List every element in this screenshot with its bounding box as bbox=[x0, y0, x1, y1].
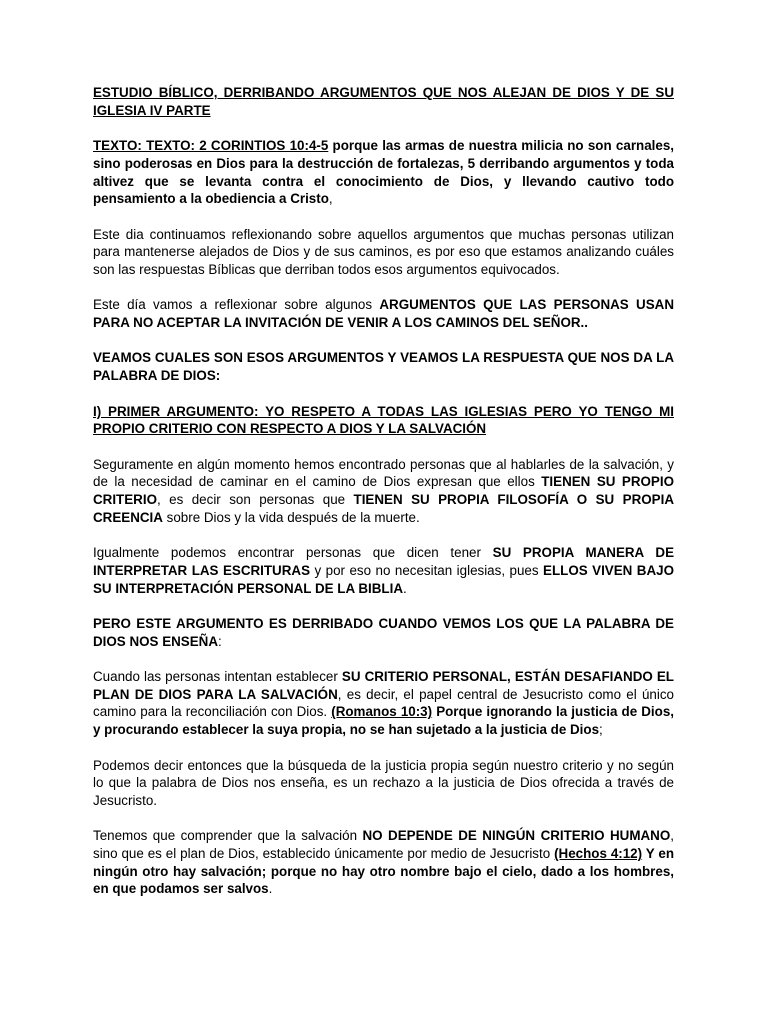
paragraph-romanos bbox=[93, 668, 674, 739]
document-body bbox=[93, 84, 674, 898]
bible-reference: (Romanos 10:3) bbox=[331, 704, 433, 720]
paragraph-criterio bbox=[93, 456, 674, 527]
text-run: ; bbox=[599, 722, 603, 738]
bold-run: SU PROPIA MANERA DE INTERPRETAR LAS ESCRITURAS bbox=[93, 545, 674, 578]
intro-paragraph: Este dia continuamos reflexionando sobre aquellos argumentos que muchas personas utilizan para mantenerse alejados de Dios y de sus caminos, es por eso que estamos analizando cuáles son las respuestas Bíblicas que derriban todos esos argumentos equivocados. bbox=[93, 226, 674, 277]
text-run: , es decir son personas que bbox=[156, 492, 354, 508]
text-run: : bbox=[218, 633, 222, 649]
paragraph-derribado bbox=[93, 615, 674, 650]
title-text: ESTUDIO BÍBLICO, DERRIBANDO ARGUMENTOS QUE NOS ALEJAN DE DIOS Y DE SU IGLESIA IV PARTE bbox=[93, 85, 674, 118]
bold-run: Y en ningún otro hay salvación; porque no hay otro nombre bajo el cielo, dado a los hombres, en que podamos ser salvos bbox=[93, 846, 675, 897]
paragraph-justicia: Podemos decir entonces que la búsqueda de la justicia propia según nuestro criterio y no según lo que la palabra de Dios nos enseña, es un rechazo a la justicia de Dios ofrecida a través de Jesucristo. bbox=[93, 757, 674, 808]
heading-text: I) PRIMER ARGUMENTO: YO RESPETO A TODAS LAS IGLESIAS PERO YO TENGO MI PROPIO CRITERIO CON RESPECTO A DIOS Y LA SALVACIÓN bbox=[93, 403, 674, 437]
document-title bbox=[93, 84, 674, 119]
bold-run: SU CRITERIO PERSONAL, ESTÁN DESAFIANDO EL PLAN DE DIOS PARA LA SALVACIÓN bbox=[93, 669, 674, 702]
bold-run: PERO ESTE ARGUMENTO ES DERRIBADO CUANDO VEMOS LOS QUE LA PALABRA DE DIOS NOS ENSEÑA bbox=[93, 615, 674, 649]
text-run: . bbox=[402, 580, 407, 596]
bold-run: VEAMOS CUALES SON ESOS ARGUMENTOS Y VEAMOS LA RESPUESTA QUE NOS DA LA PALABRA DE DIOS: bbox=[93, 350, 674, 384]
text-run: Cuando las personas intentan establecer bbox=[93, 669, 342, 685]
bold-run: TIENEN SU PROPIO CRITERIO bbox=[93, 474, 674, 508]
paragraph-interpretar bbox=[93, 544, 674, 597]
text-run: sobre Dios y la vida después de la muerte. bbox=[162, 509, 420, 525]
scripture-reference: TEXTO: TEXTO: 2 CORINTIOS 10:4-5 bbox=[93, 138, 329, 154]
text-run: , sino que es el plan de Dios, establecido únicamente por medio de Jesucristo bbox=[93, 828, 674, 862]
paragraph-veamos bbox=[93, 349, 674, 384]
paragraph-reflect bbox=[93, 296, 674, 331]
text-run: , es decir, el papel central de Jesucristo como el único camino para la reconciliación con Dios. bbox=[93, 686, 674, 720]
scripture-end: , bbox=[328, 191, 333, 207]
text-run: y por eso no necesitan iglesias, pues bbox=[310, 562, 544, 578]
paragraph-hechos bbox=[93, 827, 674, 898]
text-run: Seguramente en algún momento hemos encontrado personas que al hablarles de la salvación, y de la necesidad de caminar en el camino de Dios expresan que ellos bbox=[93, 456, 674, 490]
bold-run: TIENEN SU PROPIA FILOSOFÍA O SU PROPIA CREENCIA bbox=[93, 492, 674, 525]
scripture-text: porque las armas de nuestra milicia no son carnales, sino poderosas en Dios para la destrucción de fortalezas, 5 derribando argumentos y toda altivez que se levanta contra el conocimiento de Dios, y llevando cautivo todo pensamiento a la obediencia a Cristo bbox=[93, 138, 674, 207]
bible-reference: (Hechos 4:12) bbox=[554, 846, 643, 862]
scripture-paragraph bbox=[93, 137, 674, 208]
text-run: Tenemos que comprender que la salvación bbox=[93, 828, 363, 844]
bold-run: ARGUMENTOS QUE LAS PERSONAS USAN PARA NO ACEPTAR LA INVITACIÓN DE VENIR A LOS CAMINOS DEL SEÑOR.. bbox=[93, 297, 674, 331]
bold-run: NO DEPENDE DE NINGÚN CRITERIO HUMANO bbox=[362, 828, 671, 844]
bold-run: Porque ignorando la justicia de Dios, y procurando establecer la suya propia, no se han sujetado a la justicia de Dios bbox=[93, 704, 674, 738]
text-run: . bbox=[268, 881, 273, 897]
section-heading-1 bbox=[93, 403, 674, 438]
text-run: Este día vamos a reflexionar sobre algunos bbox=[93, 297, 380, 313]
text-run: Igualmente podemos encontrar personas que dicen tener bbox=[93, 545, 493, 561]
bold-run: ELLOS VIVEN BAJO SU INTERPRETACIÓN PERSONAL DE LA BIBLIA bbox=[93, 562, 674, 596]
